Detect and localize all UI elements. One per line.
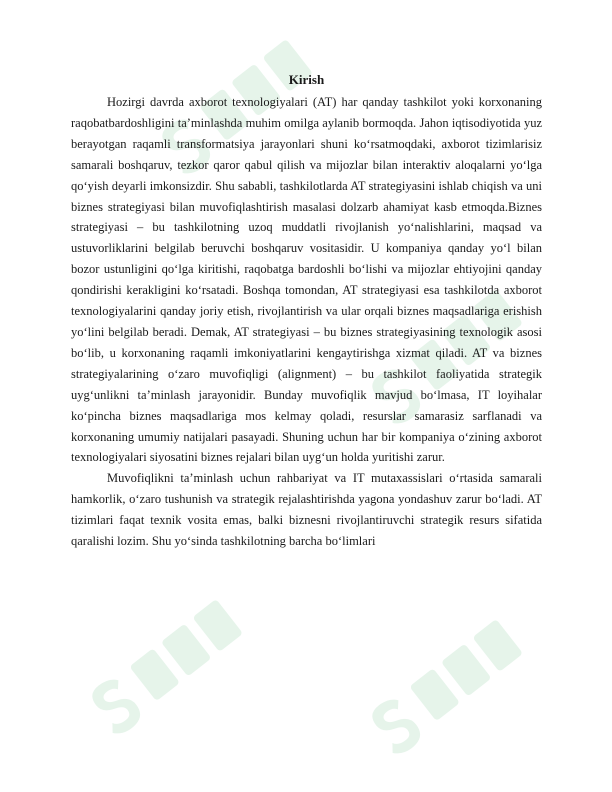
document-page [71,70,542,552]
paragraph-introduction: Hozirgi davrda axborot texnologiyalari (AT) har qanday tashkilot yoki korxonaning raqobatbardoshligini ta’minlashda muhim omilga aylanib bormoqda. Jahon iqtisodiyotida yuz berayotgan raqamli transformatsiya jarayonlari shuni ko‘rsatmoqdaki, axborot tizimlarisiz samarali boshqaruv, tezkor qaror qabul qilish va mijozlar bilan interaktiv aloqalarni yo‘lga qo‘yish deyarli imkonsizdir. Shu sababli, tashkilotlarda AT strategiyasini ishlab chiqish va uni biznes strategiyasi bilan muvofiqlashtirish masalasi dolzarb ahamiyat kasb etmoqda.Biznes strategiyasi – bu tashkilotning uzoq muddatli rivojlanish yo‘nalishlarini, maqsad va ustuvorliklarini belgilab beruvchi boshqaruv vositasidir. U kompaniya qanday yo‘l bilan bozor ustunligini qo‘lga kiritishi, raqobatga bardoshli bo‘lishi va mijozlar ehtiyojini qanday qondirishi kerakligini ko‘rsatadi. Boshqa tomondan, AT strategiyasi esa tashkilotda axborot texnologiyalarini qanday joriy etish, rivojlantirish va ular orqali biznes maqsadlariga erishish yo‘lini belgilab beradi. Demak, AT strategiyasi – bu biznes strategiyasining texnologik asosi bo‘lib, u korxonaning raqamli imkoniyatlarini kengaytirishga xizmat qiladi. AT va biznes strategiyalarining o‘zaro muvofiqligi (alignment) – bu tashkilot faoliyatida strategik uyg‘unlikni ta’minlash jarayonidir. Bunday muvofiqlik mavjud bo‘lmasa, IT loyihalar ko‘pincha biznes maqsadlariga mos kelmay qoladi, resurslar samarasiz sarflanadi va korxonaning umumiy natijalari pasayadi. Shuning uchun har bir kompaniya o‘zining axborot texnologiyalari siyosatini biznes rejalari bilan uyg‘un holda yuritishi zarur. [71,95,542,465]
paragraph-alignment: Muvofiqlikni ta’minlash uchun rahbariyat va IT mutaxassislari o‘rtasida samarali hamkorlik, o‘zaro tushunish va strategik rejalashtirishda yagona yondashuv zarur bo‘ladi. AT tizimlari faqat texnik vosita emas, balki biznesni rivojlantiruvchi strategik resurs sifatida qaralishi lozim. Shu yo‘sinda tashkilotning barcha bo‘limlari [71,471,542,549]
watermark-logo-icon [357,587,564,773]
document-title: Kirish [288,72,325,87]
watermark-logo-icon [77,567,284,753]
